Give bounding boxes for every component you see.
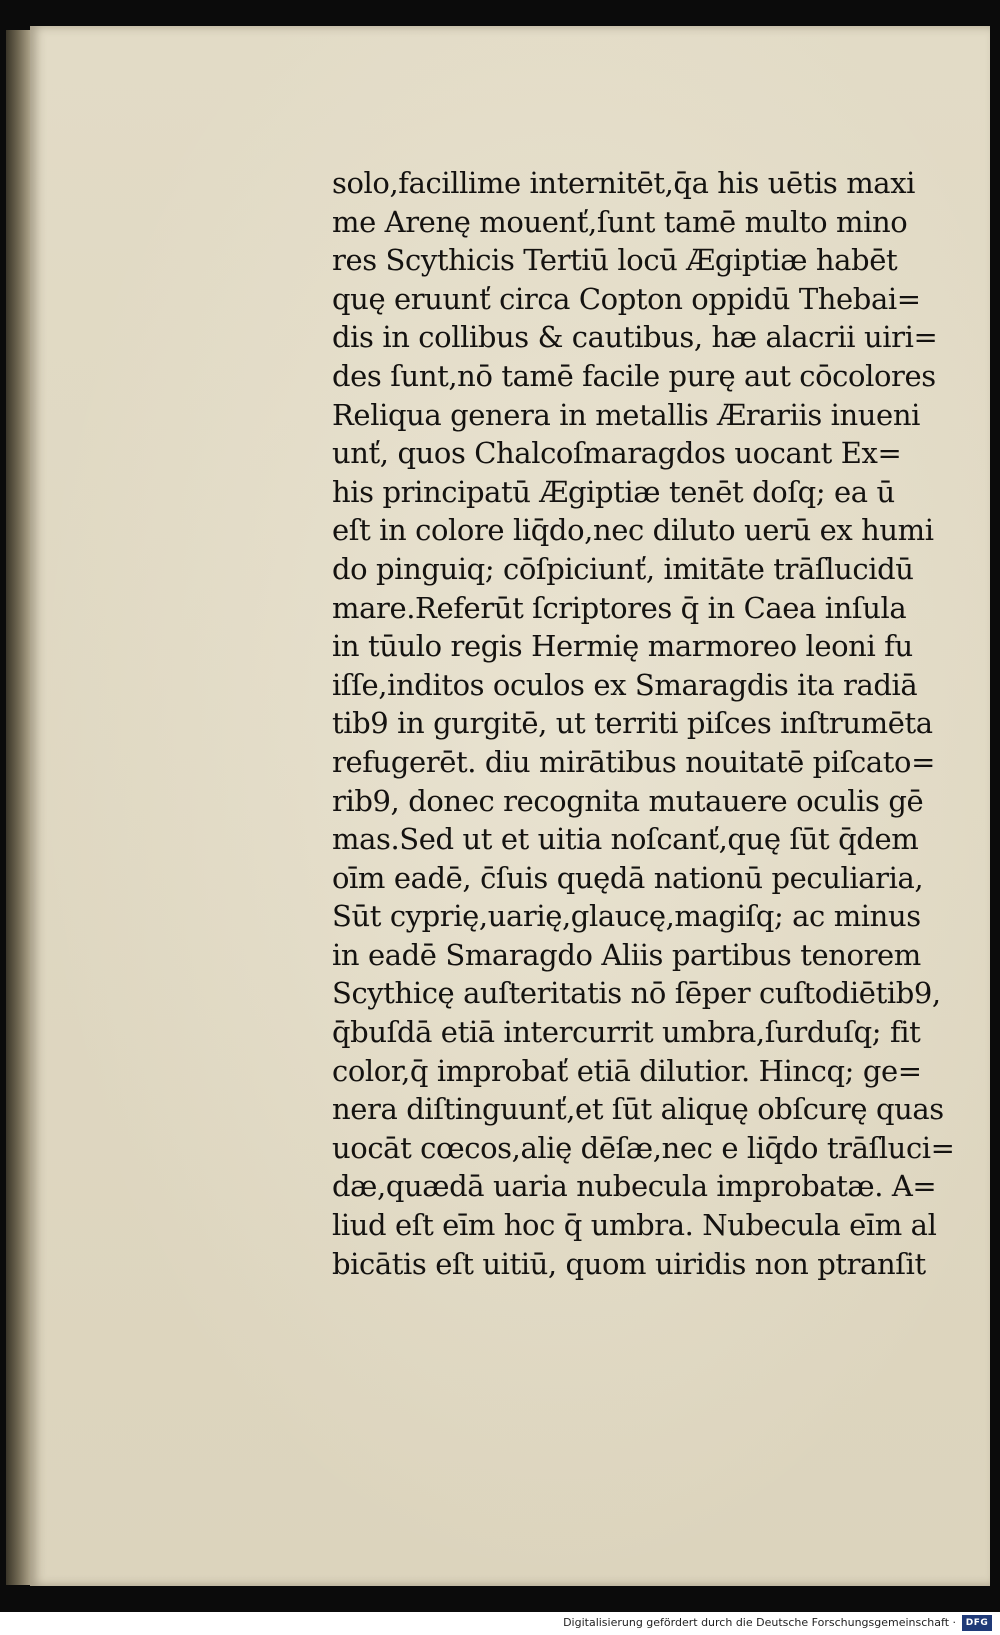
text-line: in tūulo regis Hermię marmoreo leoni fu <box>332 629 913 664</box>
text-line: color,q̄ improbať etiā dilutior. Hincq; ge= <box>332 1053 922 1088</box>
text-line: q̄buſdā etiā intercurrit umbra,ſurduſq; fit <box>332 1015 921 1050</box>
text-line: solo,facillime internitēt,q̄a his uētis maxi <box>332 166 916 200</box>
text-line: bicātis eſt uitiū, quom uiridis non ptranſit <box>332 1246 926 1281</box>
text-line: quę eruunť circa Copton oppidū Thebai= <box>332 281 921 316</box>
text-line: des ſunt,nō tamē facile purę aut cōcolores <box>332 358 936 393</box>
text-line: in eadē Smaragdo Aliis partibus tenorem <box>332 937 921 972</box>
text-line: his principatū Ægiptiæ tenēt doſq; ea ū <box>332 474 895 509</box>
text-line: refugerēt. diu mirātibus nouitatē piſcato= <box>332 744 935 779</box>
text-line: rib9, donec recognita mutauere oculis gē <box>332 783 924 818</box>
text-line: unť, quos Chalcoſmaragdos uocant Ex= <box>332 436 902 471</box>
dfg-logo-icon: DFG <box>962 1615 992 1631</box>
text-line: Reliqua genera in metallis Ærariis inueni <box>332 397 920 432</box>
text-line: Sūt cyprię,uarię,glaucę,magiſq; ac minus <box>332 899 921 934</box>
text-line: liud eſt eīm hoc q̄ umbra. Nubecula eīm al <box>332 1208 937 1243</box>
footer-bar <box>0 1612 1000 1635</box>
text-line: tib9 in gurgitē, ut territi piſces inſtrumēta <box>332 706 933 741</box>
text-line: dæ,quædā uaria nubecula improbatæ. A= <box>332 1169 937 1204</box>
text-line: iſſe,inditos oculos ex Smaragdis ita radiā <box>332 667 918 702</box>
text-line: do pinguiq; cōſpiciunť, imitāte trāſlucidū <box>332 551 914 586</box>
text-line: me Arenę mouenť,ſunt tamē multo mino <box>332 204 908 239</box>
text-line: eſt in colore liq̄do,nec diluto uerū ex humi <box>332 513 934 548</box>
funding-credit: Digitalisierung gefördert durch die Deutsche Forschungsgemeinschaft · <box>563 1616 956 1629</box>
text-line: uocāt cœcos,alię dēſæ,nec e liq̄do trāſluci= <box>332 1130 955 1165</box>
text-block <box>332 164 982 1283</box>
text-line: dis in collibus & cautibus, hæ alacrii uiri= <box>332 320 938 355</box>
text-line: nera diſtinguunť,et ſūt aliquę obſcurę quas <box>332 1092 944 1127</box>
book-page <box>30 26 990 1586</box>
text-line: mas.Sed ut et uitia noſcanť,quę ſūt q̄dem <box>332 822 919 857</box>
text-line: mare.Referūt ſcriptores q̄ in Caea inſula <box>332 590 907 625</box>
text-line: oīm eadē, c̄ſuis quędā nationū peculiaria, <box>332 860 924 895</box>
text-line: res Scythicis Tertiū locū Ægiptiæ habēt <box>332 243 898 278</box>
text-line: Scythicę auſteritatis nō ſēper cuſtodiētib9, <box>332 976 941 1011</box>
